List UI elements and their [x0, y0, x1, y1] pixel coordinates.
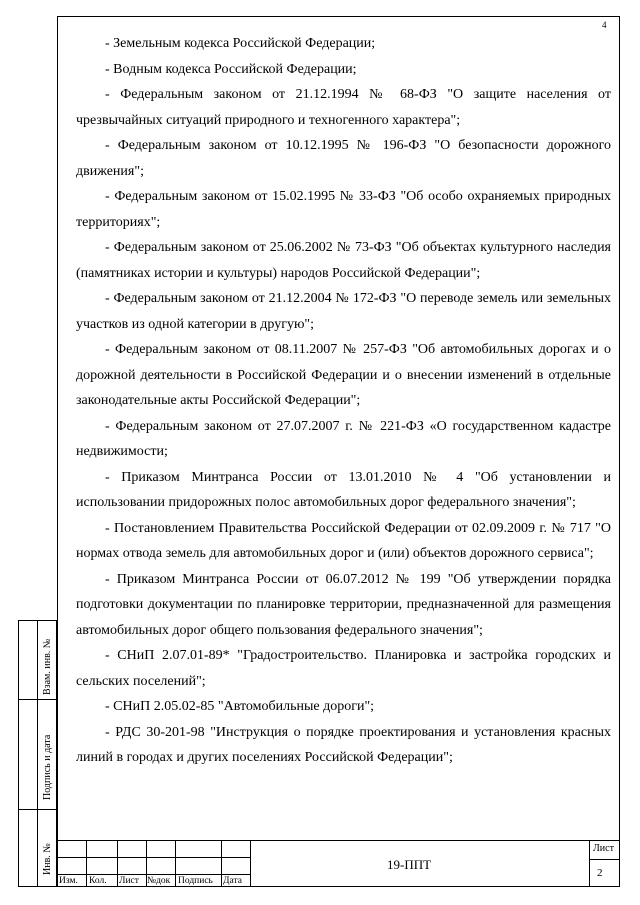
column-header: №док — [147, 876, 171, 886]
sign-date-label: Подпись и дата — [42, 734, 53, 800]
paragraph: - Федеральным законом от 08.11.2007 № 257-ФЗ "Об автомобильных дорогах и о дорожной деятельности в Российской Федерации и о внесении изменений в отдельные законодательные акты Российской Федерации"; — [76, 342, 611, 408]
document-code: 19-ППТ — [387, 857, 432, 872]
paragraph: - Федеральным законом от 15.02.1995 № 33-ФЗ "Об особо охраняемых природных территориях"; — [76, 189, 611, 230]
paragraph: - Федеральным законом от 21.12.1994 № 68-ФЗ "О защите населения от чрезвычайных ситуаций природного и техногенного характера"; — [76, 87, 611, 128]
paragraph: - Приказом Минтранса России от 13.01.2010 № 4 "Об установлении и использовании придорожных полос автомобильных дорог федерального значения"; — [76, 469, 611, 510]
paragraph: - Постановлением Правительства Российской Федерации от 02.09.2009 г. № 717 "О нормах отвода земель для автомобильных дорог и (или) объектов дорожного сервиса"; — [76, 520, 611, 561]
inv-orig-label: Инв. № — [42, 843, 53, 875]
inv-zam-label: Взам. инв. № — [42, 638, 53, 695]
column-header: Подпись — [178, 876, 213, 886]
paragraph: - Земельным кодекса Российской Федерации; — [105, 36, 376, 51]
sheet-label: Лист — [593, 843, 614, 854]
paragraph: - Федеральным законом от 25.06.2002 № 73-ФЗ "Об объектах культурного наследия (памятниках истории и культуры) народов Российской Федерации"; — [76, 240, 611, 281]
paragraph: - СНиП 2.07.01-89* "Градостроительство. Планировка и застройка городских и сельских поселений"; — [76, 648, 611, 689]
paragraph: - РДС 30-201-98 "Инструкция о порядке проектирования и установления красных линий в городах и других поселениях Российской Федерации"; — [76, 724, 611, 765]
column-header: Лист — [119, 876, 139, 886]
corner-page-number: 4 — [602, 20, 607, 30]
column-header: Изм. — [59, 876, 78, 886]
side-strip-outer-column — [18, 620, 38, 887]
document-body — [76, 31, 611, 771]
side-strip — [18, 620, 57, 887]
paragraph: - Приказом Минтранса России от 06.07.2012 № 199 "Об утверждении порядка подготовки документации по планировке территории, предназначенной для размещения автомобильных дорог общего пользования федерального значения"; — [76, 571, 611, 638]
paragraph: - Федеральным законом от 21.12.2004 № 172-ФЗ "О переводе земель или земельных участков из одной категории в другую"; — [76, 291, 611, 332]
column-header: Кол. — [89, 876, 107, 886]
column-header: Дата — [223, 876, 242, 886]
paragraph: - Водным кодекса Российской Федерации; — [105, 61, 357, 77]
paragraph: - СНиП 2.05.02-85 "Автомобильные дороги"; — [105, 699, 375, 714]
title-block — [57, 840, 620, 887]
sheet-number: 2 — [597, 867, 603, 879]
paragraph: - Федеральным законом от 10.12.1995 № 196-ФЗ "О безопасности дорожного движения"; — [76, 138, 611, 179]
paragraph: - Федеральным законом от 27.07.2007 г. № 221-ФЗ «О государственном кадастре недвижимости; — [76, 418, 611, 459]
